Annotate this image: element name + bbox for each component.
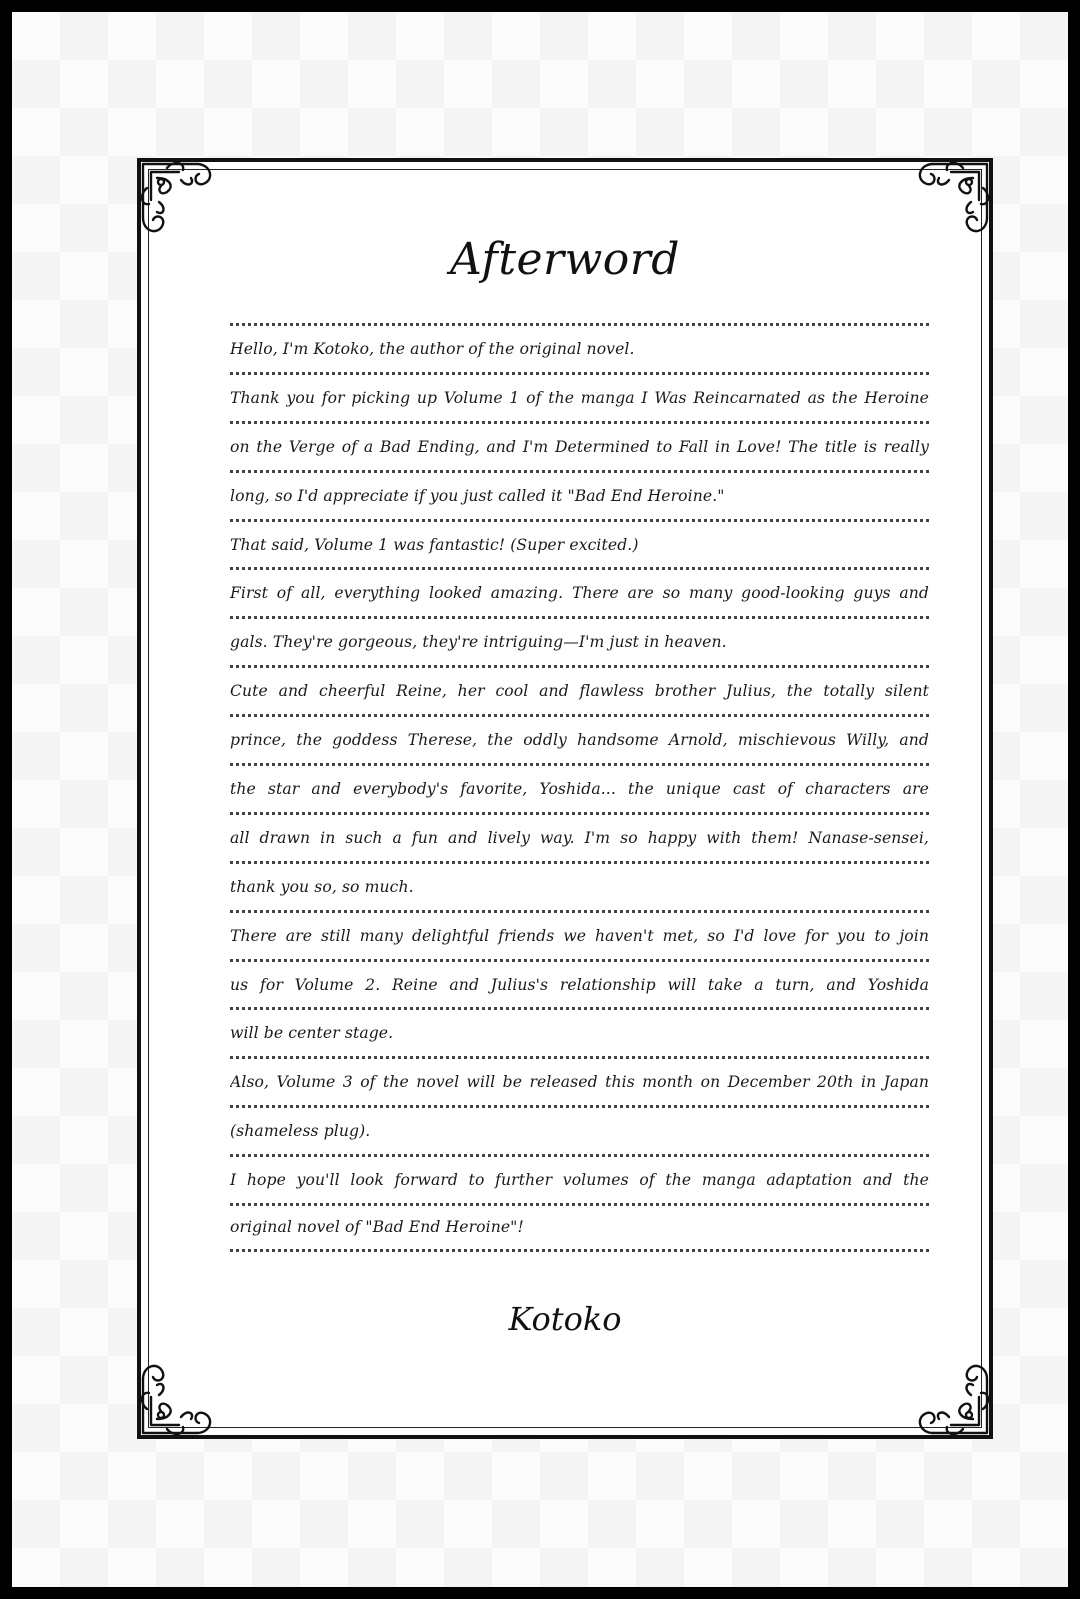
afterword-frame [137, 158, 993, 1439]
text-line [230, 959, 929, 1008]
text-line-content: (shameless plug). [230, 1122, 371, 1141]
text-line [230, 470, 929, 519]
page-title: Afterword [450, 234, 680, 285]
author-signature: Kotoko [508, 1300, 622, 1338]
text-line-content: long, so I'd appreciate if you just called it "Bad End Heroine." [230, 486, 725, 505]
text-line-content: Hello, I'm Kotoko, the author of the original novel. [230, 339, 635, 358]
ornament-corner-icon [909, 1355, 993, 1439]
text-line-content: Cute and cheerful Reine, her cool and flawless brother Julius, the totally silent [230, 682, 929, 701]
text-line-content: That said, Volume 1 was fantastic! (Super excited.) [230, 535, 639, 554]
text-line-content: original novel of "Bad End Heroine"! [230, 1218, 524, 1237]
text-line [230, 861, 929, 910]
ornament-corner-icon [137, 1355, 221, 1439]
text-line [230, 421, 929, 470]
patterned-background [12, 12, 1068, 1587]
text-line [230, 714, 929, 763]
text-line [230, 1203, 929, 1252]
text-line-content: us for Volume 2. Reine and Julius's relationship will take a turn, and Yoshida [230, 975, 929, 994]
text-line [230, 910, 929, 959]
text-line [230, 1154, 929, 1203]
text-line-content: First of all, everything looked amazing. There are so many good-looking guys and [230, 584, 929, 603]
text-line [230, 665, 929, 714]
text-line [230, 812, 929, 861]
text-line [230, 1056, 929, 1105]
ornament-corner-icon [137, 158, 221, 242]
text-line-content: thank you so, so much. [230, 877, 414, 896]
text-line-content: will be center stage. [230, 1024, 394, 1043]
text-line [230, 372, 929, 421]
text-line [230, 616, 929, 665]
text-line [230, 519, 929, 568]
text-line [230, 1105, 929, 1154]
text-line-content: I hope you'll look forward to further volumes of the manga adaptation and the [230, 1171, 929, 1190]
ornament-corner-icon [909, 158, 993, 242]
text-line-content: the star and everybody's favorite, Yoshida... the unique cast of characters are [230, 779, 929, 798]
text-line-content: Thank you for picking up Volume 1 of the manga I Was Reincarnated as the Heroine [230, 388, 929, 407]
text-line [230, 323, 929, 372]
text-line-content: prince, the goddess Therese, the oddly handsome Arnold, mischievous Willy, and [230, 731, 929, 750]
text-line [230, 763, 929, 812]
text-line [230, 567, 929, 616]
afterword-body [230, 323, 929, 1252]
text-line-content: all drawn in such a fun and lively way. I'm so happy with them! Nanase-sensei, [230, 828, 929, 847]
text-line-content: Also, Volume 3 of the novel will be released this month on December 20th in Japan [230, 1073, 929, 1092]
text-line-content: on the Verge of a Bad Ending, and I'm Determined to Fall in Love! The title is really [230, 437, 929, 456]
text-line-content: gals. They're gorgeous, they're intriguing—I'm just in heaven. [230, 633, 727, 652]
text-line-content: There are still many delightful friends we haven't met, so I'd love for you to join [230, 926, 929, 945]
text-line [230, 1007, 929, 1056]
